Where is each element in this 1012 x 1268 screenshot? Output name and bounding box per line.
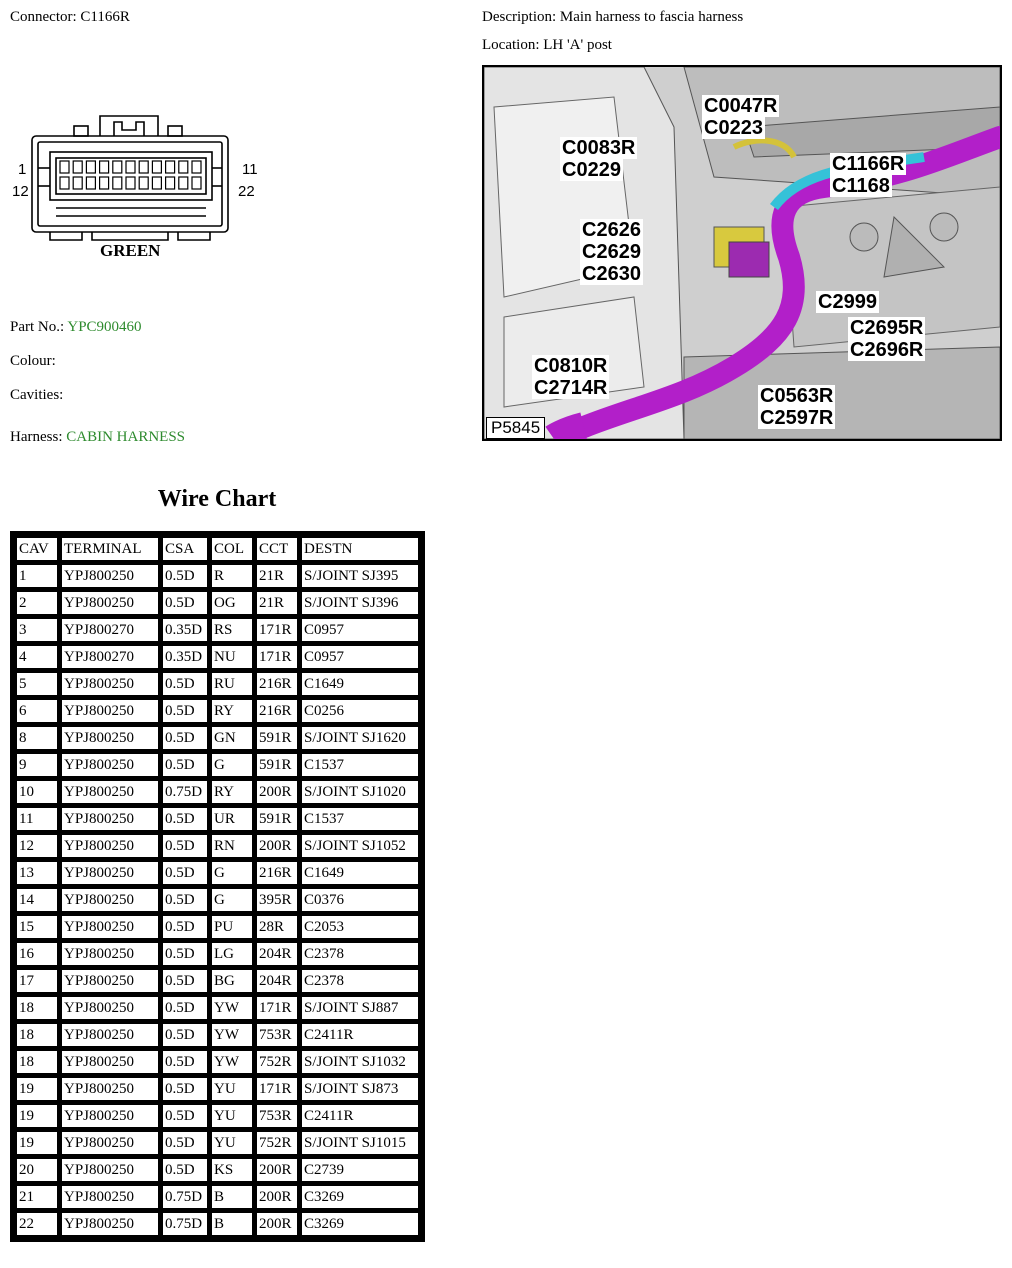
cell-cav: 19 <box>16 1077 58 1101</box>
harness-label: Harness: <box>10 429 63 445</box>
photo-callout-label: C0810R <box>534 355 608 377</box>
pin-cavity <box>73 161 82 173</box>
cell-cav: 16 <box>16 942 58 966</box>
cell-csa: 0.35D <box>162 618 208 642</box>
cell-col: YU <box>211 1104 253 1128</box>
wire-chart-table <box>10 531 425 1242</box>
column-header-cct: CCT <box>256 537 298 561</box>
cell-destn: C2378 <box>301 942 419 966</box>
cell-destn: S/JOINT SJ1620 <box>301 726 419 750</box>
cell-col: PU <box>211 915 253 939</box>
cell-terminal: YPJ800250 <box>61 1212 159 1236</box>
cell-col: B <box>211 1212 253 1236</box>
cell-cct: 591R <box>256 726 298 750</box>
table-row <box>16 1023 419 1047</box>
cell-csa: 0.5D <box>162 1077 208 1101</box>
cell-csa: 0.5D <box>162 861 208 885</box>
colour-label: Colour: <box>10 353 56 369</box>
cell-col: G <box>211 888 253 912</box>
cell-terminal: YPJ800250 <box>61 780 159 804</box>
cell-terminal: YPJ800250 <box>61 861 159 885</box>
photo-callout-label: C1168 <box>832 175 890 197</box>
pin-cavity <box>192 177 201 189</box>
cell-cav: 5 <box>16 672 58 696</box>
cell-csa: 0.5D <box>162 996 208 1020</box>
cell-destn: C2411R <box>301 1023 419 1047</box>
cell-csa: 0.75D <box>162 780 208 804</box>
cell-terminal: YPJ800250 <box>61 888 159 912</box>
cell-csa: 0.5D <box>162 1023 208 1047</box>
cell-terminal: YPJ800250 <box>61 807 159 831</box>
table-row <box>16 915 419 939</box>
cell-cav: 13 <box>16 861 58 885</box>
photo-callout-label: C2714R <box>534 377 608 399</box>
cell-destn: C3269 <box>301 1185 419 1209</box>
cell-cct: 752R <box>256 1131 298 1155</box>
cell-destn: S/JOINT SJ1015 <box>301 1131 419 1155</box>
pin-cavity <box>126 161 135 173</box>
pin-cavity <box>60 161 69 173</box>
cell-cav: 19 <box>16 1104 58 1128</box>
pin-label-11: 11 <box>242 161 258 178</box>
table-row <box>16 861 419 885</box>
cell-cct: 216R <box>256 699 298 723</box>
cell-terminal: YPJ800250 <box>61 1131 159 1155</box>
cell-terminal: YPJ800250 <box>61 1077 159 1101</box>
cell-cct: 216R <box>256 672 298 696</box>
cell-cav: 2 <box>16 591 58 615</box>
table-row <box>16 1050 419 1074</box>
cell-col: NU <box>211 645 253 669</box>
photo-callout-label: C2597R <box>760 407 834 429</box>
cell-csa: 0.5D <box>162 699 208 723</box>
cell-col: OG <box>211 591 253 615</box>
cavities-label: Cavities: <box>10 387 64 403</box>
cell-csa: 0.5D <box>162 1050 208 1074</box>
photo-callout-label: C0229 <box>562 159 621 181</box>
cell-terminal: YPJ800250 <box>61 915 159 939</box>
cell-cav: 18 <box>16 1023 58 1047</box>
cell-destn: S/JOINT SJ887 <box>301 996 419 1020</box>
harness-value: CABIN HARNESS <box>66 429 186 445</box>
pin-cavity <box>139 161 148 173</box>
cell-cct: 395R <box>256 888 298 912</box>
cell-destn: C0957 <box>301 618 419 642</box>
cell-cct: 753R <box>256 1023 298 1047</box>
cell-csa: 0.5D <box>162 564 208 588</box>
column-header-destn: DESTN <box>301 537 419 561</box>
cell-destn: S/JOINT SJ1032 <box>301 1050 419 1074</box>
pin-label-12: 12 <box>12 183 29 200</box>
cell-csa: 0.5D <box>162 915 208 939</box>
cell-terminal: YPJ800250 <box>61 942 159 966</box>
cell-terminal: YPJ800250 <box>61 726 159 750</box>
cell-cav: 21 <box>16 1185 58 1209</box>
cell-cav: 6 <box>16 699 58 723</box>
table-row <box>16 672 419 696</box>
table-row <box>16 834 419 858</box>
cell-csa: 0.75D <box>162 1212 208 1236</box>
column-header-cav: CAV <box>16 537 58 561</box>
photo-callout-label: C1166R <box>832 153 905 175</box>
cell-terminal: YPJ800250 <box>61 1050 159 1074</box>
cell-col: RY <box>211 699 253 723</box>
cell-col: LG <box>211 942 253 966</box>
description-value: Main harness to fascia harness <box>559 9 744 25</box>
pin-cavity <box>166 177 175 189</box>
pin-cavity <box>100 177 109 189</box>
connector-line <box>10 9 130 26</box>
cell-cct: 200R <box>256 1158 298 1182</box>
table-row <box>16 1158 419 1182</box>
cell-cct: 591R <box>256 753 298 777</box>
cell-csa: 0.75D <box>162 1185 208 1209</box>
part-no-label: Part No.: <box>10 319 65 335</box>
location-value: LH 'A' post <box>543 37 612 53</box>
cell-csa: 0.5D <box>162 591 208 615</box>
cell-csa: 0.5D <box>162 942 208 966</box>
cell-cav: 18 <box>16 1050 58 1074</box>
column-header-terminal: TERMINAL <box>61 537 159 561</box>
cell-terminal: YPJ800250 <box>61 753 159 777</box>
pin-cavity <box>126 177 135 189</box>
pin-cavity <box>139 177 148 189</box>
cell-cct: 171R <box>256 618 298 642</box>
cell-terminal: YPJ800250 <box>61 1023 159 1047</box>
cell-cct: 21R <box>256 591 298 615</box>
cell-destn: C3269 <box>301 1212 419 1236</box>
cell-cct: 200R <box>256 1212 298 1236</box>
pin-cavity <box>113 177 122 189</box>
table-row <box>16 1104 419 1128</box>
cell-cct: 171R <box>256 645 298 669</box>
cell-destn: C2411R <box>301 1104 419 1128</box>
cell-col: RN <box>211 834 253 858</box>
pin-cavity <box>73 177 82 189</box>
cell-cav: 11 <box>16 807 58 831</box>
column-header-csa: CSA <box>162 537 208 561</box>
table-row <box>16 888 419 912</box>
cell-cav: 19 <box>16 1131 58 1155</box>
photo-callout-label: C2629 <box>582 241 641 263</box>
pin-cavity <box>179 161 188 173</box>
cell-cav: 4 <box>16 645 58 669</box>
cell-terminal: YPJ800250 <box>61 996 159 1020</box>
wire-table-header-row <box>16 537 419 561</box>
pin-cavity <box>152 177 161 189</box>
cell-cct: 28R <box>256 915 298 939</box>
cell-terminal: YPJ800250 <box>61 969 159 993</box>
table-row <box>16 780 419 804</box>
cell-cct: 200R <box>256 1185 298 1209</box>
cell-col: YW <box>211 1050 253 1074</box>
cell-destn: S/JOINT SJ396 <box>301 591 419 615</box>
description-label: Description: <box>482 9 557 25</box>
connector-color-text: GREEN <box>100 241 161 260</box>
cell-cav: 1 <box>16 564 58 588</box>
cell-cct: 753R <box>256 1104 298 1128</box>
cell-col: UR <box>211 807 253 831</box>
cell-terminal: YPJ800270 <box>61 618 159 642</box>
cell-destn: C1649 <box>301 672 419 696</box>
pin-cavity <box>113 161 122 173</box>
cell-col: YW <box>211 996 253 1020</box>
harness-line <box>10 429 185 446</box>
photo-callout-label: C2630 <box>582 263 641 285</box>
column-header-col: COL <box>211 537 253 561</box>
cell-terminal: YPJ800250 <box>61 834 159 858</box>
cell-destn: C0256 <box>301 699 419 723</box>
cell-col: RY <box>211 780 253 804</box>
cell-terminal: YPJ800270 <box>61 645 159 669</box>
table-row <box>16 726 419 750</box>
connector-face-drawing <box>10 108 270 268</box>
table-row <box>16 942 419 966</box>
description-line <box>482 9 743 26</box>
cell-csa: 0.5D <box>162 726 208 750</box>
cell-cav: 12 <box>16 834 58 858</box>
table-row <box>16 1185 419 1209</box>
table-row <box>16 618 419 642</box>
cell-col: YU <box>211 1131 253 1155</box>
cell-terminal: YPJ800250 <box>61 672 159 696</box>
cell-col: RU <box>211 672 253 696</box>
photo-callout-label: C0563R <box>760 385 834 407</box>
pin-cavity <box>86 177 95 189</box>
cell-col: BG <box>211 969 253 993</box>
cell-cct: 21R <box>256 564 298 588</box>
table-row <box>16 645 419 669</box>
table-row <box>16 1077 419 1101</box>
cell-destn: C2378 <box>301 969 419 993</box>
cell-col: R <box>211 564 253 588</box>
cell-csa: 0.35D <box>162 645 208 669</box>
cell-destn: S/JOINT SJ395 <box>301 564 419 588</box>
cell-cav: 17 <box>16 969 58 993</box>
cell-csa: 0.5D <box>162 807 208 831</box>
cell-col: RS <box>211 618 253 642</box>
cell-cav: 9 <box>16 753 58 777</box>
cell-destn: C0957 <box>301 645 419 669</box>
table-row <box>16 969 419 993</box>
cell-cav: 22 <box>16 1212 58 1236</box>
cell-terminal: YPJ800250 <box>61 1104 159 1128</box>
cell-destn: S/JOINT SJ1052 <box>301 834 419 858</box>
cell-csa: 0.5D <box>162 753 208 777</box>
cell-csa: 0.5D <box>162 1104 208 1128</box>
cell-destn: C2053 <box>301 915 419 939</box>
table-row <box>16 591 419 615</box>
photo-callout-label: C2696R <box>850 339 924 361</box>
photo-callout-label: C2626 <box>582 219 641 241</box>
cell-cct: 204R <box>256 942 298 966</box>
cell-cct: 591R <box>256 807 298 831</box>
connector-label: Connector: <box>10 9 77 25</box>
cell-csa: 0.5D <box>162 1131 208 1155</box>
cell-cct: 200R <box>256 834 298 858</box>
cell-cav: 18 <box>16 996 58 1020</box>
cell-destn: C2739 <box>301 1158 419 1182</box>
pin-label-22: 22 <box>238 183 255 200</box>
cell-csa: 0.5D <box>162 672 208 696</box>
cell-col: B <box>211 1185 253 1209</box>
photo-figure-id: P5845 <box>486 417 545 439</box>
cell-destn: C1649 <box>301 861 419 885</box>
cell-terminal: YPJ800250 <box>61 699 159 723</box>
cell-col: KS <box>211 1158 253 1182</box>
photo-callout-label: C0047R <box>704 95 778 117</box>
cell-cav: 20 <box>16 1158 58 1182</box>
photo-callout-label: C0223 <box>704 117 763 139</box>
cell-cav: 10 <box>16 780 58 804</box>
wire-table-body <box>16 564 419 1236</box>
cell-col: G <box>211 753 253 777</box>
table-row <box>16 807 419 831</box>
table-row <box>16 996 419 1020</box>
pin-label-1: 1 <box>18 161 27 178</box>
photo-callout-label: C2695R <box>850 317 924 339</box>
pin-cavity <box>179 177 188 189</box>
cell-cav: 3 <box>16 618 58 642</box>
cell-col: G <box>211 861 253 885</box>
cell-csa: 0.5D <box>162 834 208 858</box>
cell-terminal: YPJ800250 <box>61 1158 159 1182</box>
cell-csa: 0.5D <box>162 969 208 993</box>
cell-csa: 0.5D <box>162 1158 208 1182</box>
cell-cct: 216R <box>256 861 298 885</box>
cell-destn: C0376 <box>301 888 419 912</box>
cell-col: YU <box>211 1077 253 1101</box>
location-photo <box>482 65 1002 441</box>
cell-destn: S/JOINT SJ1020 <box>301 780 419 804</box>
cell-csa: 0.5D <box>162 888 208 912</box>
table-row <box>16 753 419 777</box>
cell-cct: 752R <box>256 1050 298 1074</box>
cell-col: YW <box>211 1023 253 1047</box>
connector-value: C1166R <box>80 9 130 25</box>
pin-cavity <box>192 161 201 173</box>
cell-cct: 171R <box>256 1077 298 1101</box>
cell-destn: C1537 <box>301 807 419 831</box>
table-row <box>16 564 419 588</box>
wire-chart-title: Wire Chart <box>157 486 277 512</box>
pin-cavity <box>166 161 175 173</box>
location-label: Location: <box>482 37 540 53</box>
cell-cav: 14 <box>16 888 58 912</box>
photo-callout-label: C0083R <box>562 137 636 159</box>
cell-cav: 15 <box>16 915 58 939</box>
cell-cct: 171R <box>256 996 298 1020</box>
table-row <box>16 1131 419 1155</box>
location-line <box>482 37 612 54</box>
cell-terminal: YPJ800250 <box>61 1185 159 1209</box>
pin-cavity <box>152 161 161 173</box>
part-no-line <box>10 319 142 336</box>
table-row <box>16 699 419 723</box>
cell-terminal: YPJ800250 <box>61 591 159 615</box>
cell-cav: 8 <box>16 726 58 750</box>
cell-col: GN <box>211 726 253 750</box>
part-no-value: YPC900460 <box>67 319 142 335</box>
cell-destn: C1537 <box>301 753 419 777</box>
table-row <box>16 1212 419 1236</box>
cell-destn: S/JOINT SJ873 <box>301 1077 419 1101</box>
photo-callout-label: C2999 <box>818 291 877 313</box>
pin-cavity <box>86 161 95 173</box>
cell-cct: 200R <box>256 780 298 804</box>
cell-cct: 204R <box>256 969 298 993</box>
pin-cavity <box>60 177 69 189</box>
cell-terminal: YPJ800250 <box>61 564 159 588</box>
pin-cavity <box>100 161 109 173</box>
